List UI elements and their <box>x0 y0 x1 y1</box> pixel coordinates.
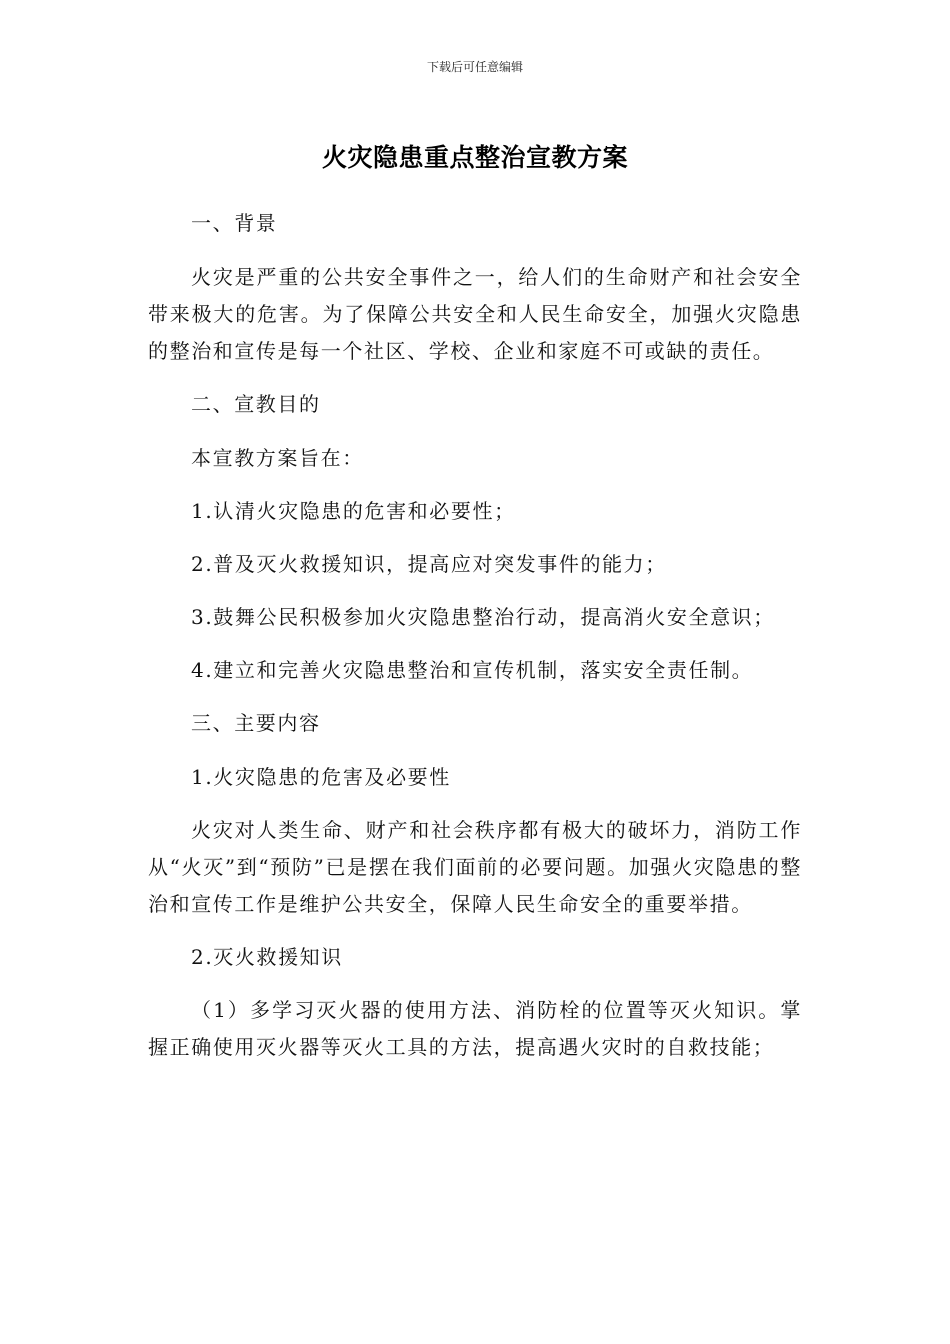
paragraph-rescue-knowledge-1: （1）多学习灭火器的使用方法、消防栓的位置等灭火知识。掌握正确使用灭火器等灭火工具的方法，提高遇火灾时的自救技能； <box>148 998 802 1059</box>
section-heading-main-content: 三、主要内容 <box>191 711 321 735</box>
document-title: 火灾隐患重点整治宣教方案 <box>321 143 628 172</box>
subheading-rescue-knowledge: 2.灭火救援知识 <box>191 945 343 969</box>
list-item-purpose-4: 4.建立和完善火灾隐患整治和宣传机制，落实安全责任制。 <box>191 658 754 682</box>
list-item-purpose-3: 3.鼓舞公民积极参加火灾隐患整治行动，提高消火安全意识； <box>191 605 775 629</box>
paragraph-background: 火灾是严重的公共安全事件之一，给人们的生命财产和社会安全带来极大的危害。为了保障公共安全和人民生命安全，加强火灾隐患的整治和宣传是每一个社区、学校、企业和家庭不可或缺的责任。 <box>148 265 802 363</box>
section-heading-background: 一、背景 <box>191 211 278 235</box>
document-body <box>148 205 802 1082</box>
page-header-note: 下载后可任意编辑 <box>426 60 523 74</box>
list-item-purpose-1: 1.认清火灾隐患的危害和必要性； <box>191 499 516 523</box>
subheading-hazards: 1.火灾隐患的危害及必要性 <box>191 765 451 789</box>
paragraph-purpose-intro: 本宣教方案旨在： <box>191 446 364 470</box>
section-heading-purpose: 二、宣教目的 <box>191 392 321 416</box>
list-item-purpose-2: 2.普及灭火救援知识，提高应对突发事件的能力； <box>191 552 667 576</box>
paragraph-hazards: 火灾对人类生命、财产和社会秩序都有极大的破坏力，消防工作从“火灭”到“预防”已是摆在我们面前的必要问题。加强火灾隐患的整治和宣传工作是维护公共安全，保障人民生命安全的重要举措。 <box>148 818 802 916</box>
